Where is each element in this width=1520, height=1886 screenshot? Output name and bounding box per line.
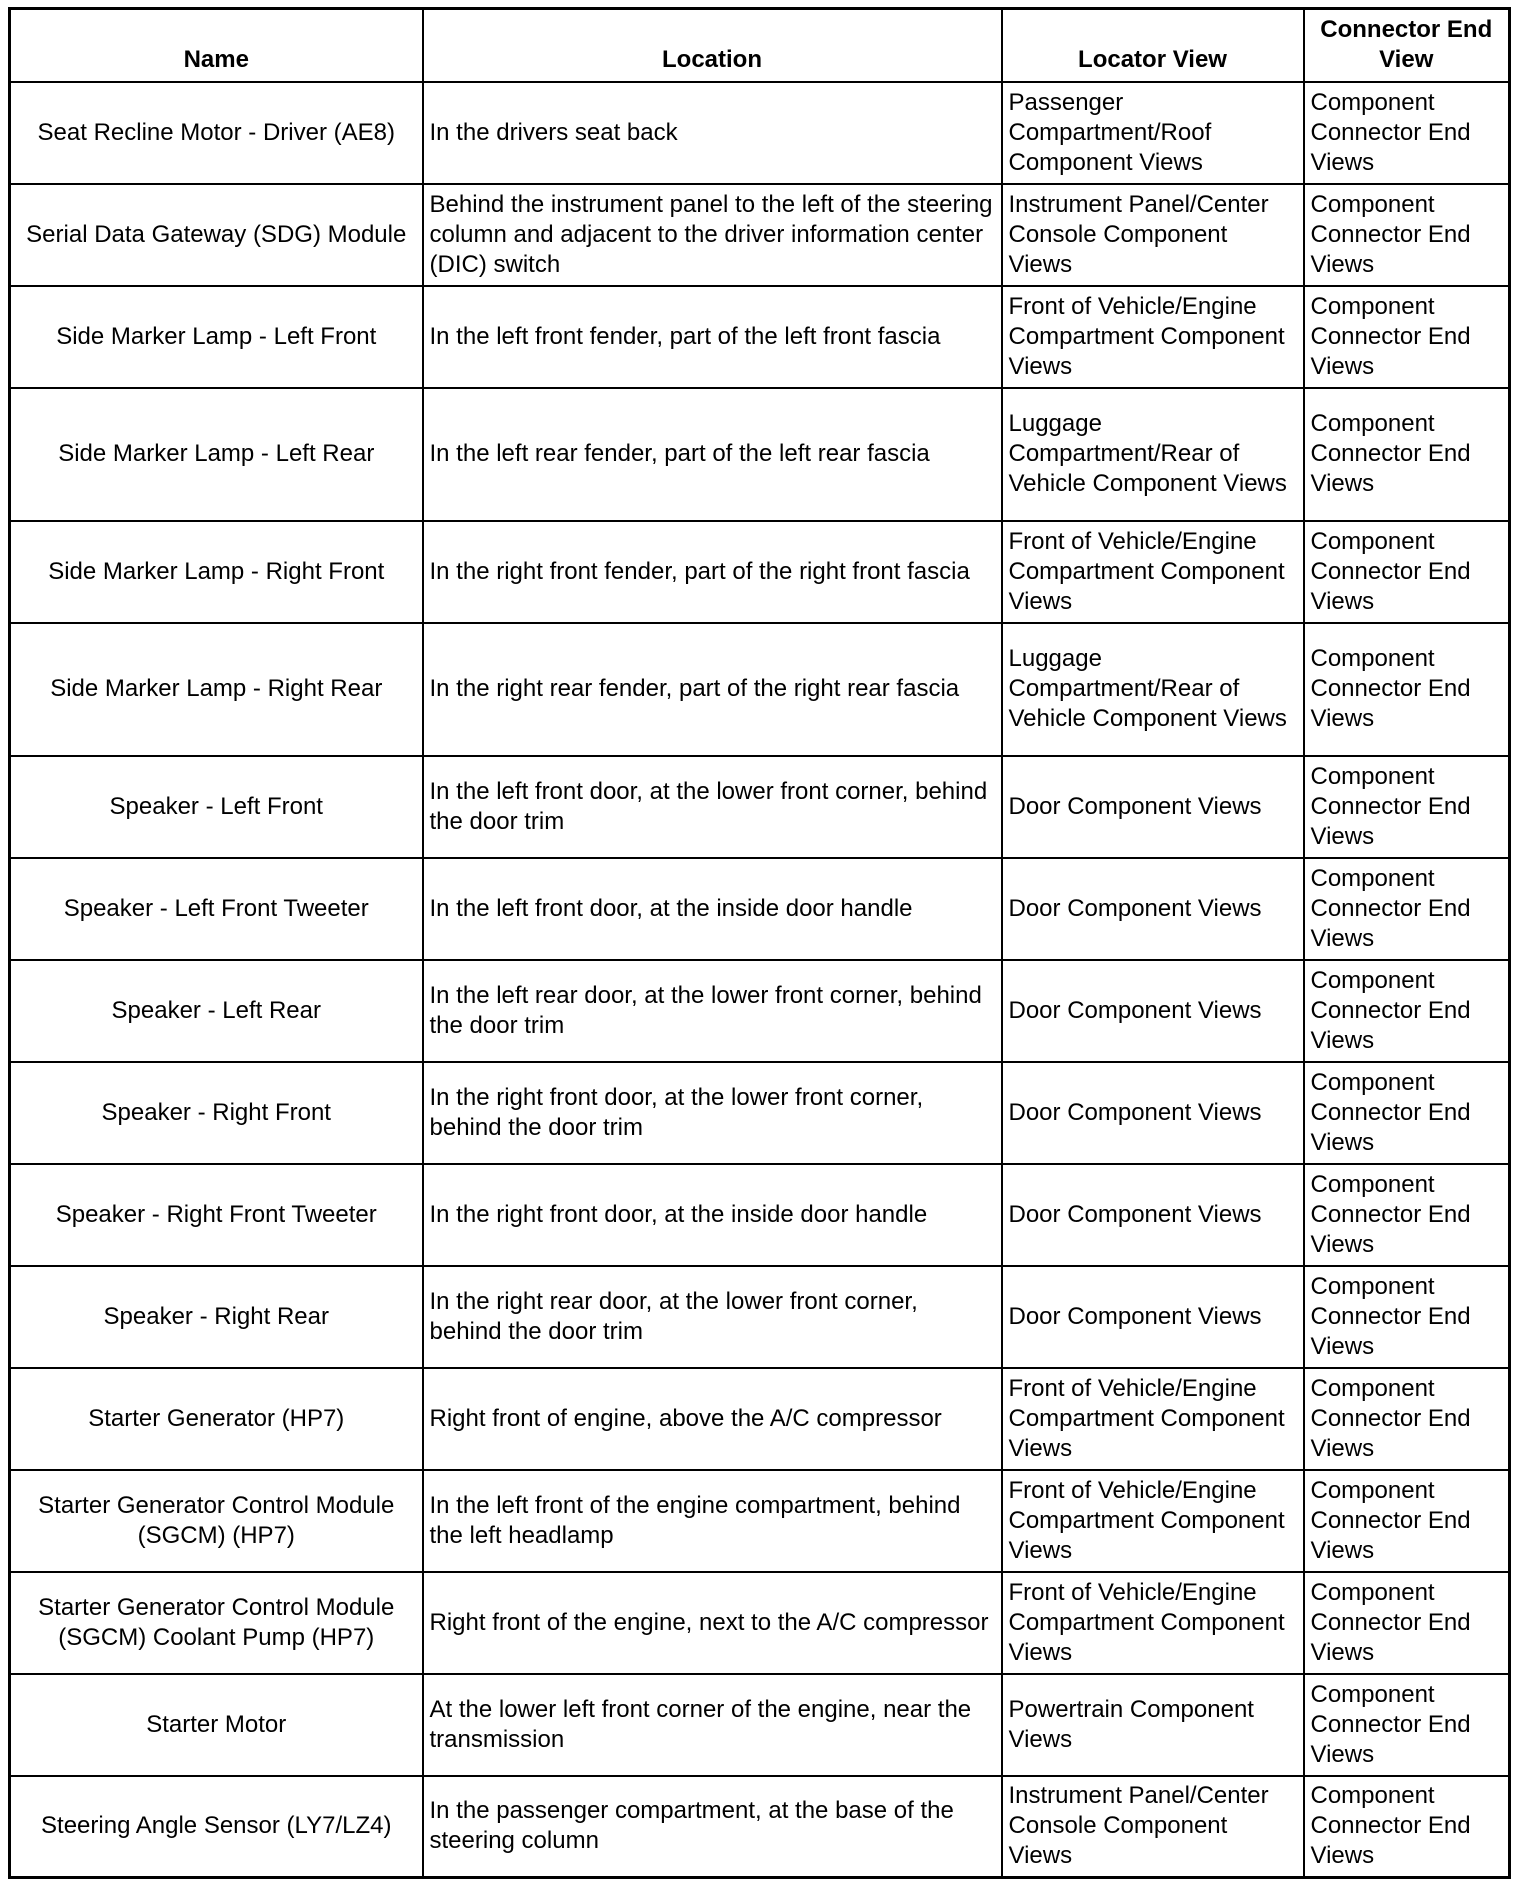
cell-name: Speaker - Right Rear [10, 1266, 423, 1368]
cell-locator-view: Door Component Views [1002, 960, 1304, 1062]
cell-locator-view: Door Component Views [1002, 1164, 1304, 1266]
cell-name: Side Marker Lamp - Right Front [10, 521, 423, 623]
cell-name: Speaker - Right Front Tweeter [10, 1164, 423, 1266]
cell-location: In the left front door, at the inside door handle [423, 858, 1002, 960]
cell-name: Side Marker Lamp - Left Front [10, 286, 423, 388]
cell-connector-end-view: Component Connector End Views [1304, 388, 1510, 521]
cell-location: In the left rear fender, part of the left rear fascia [423, 388, 1002, 521]
table-row [10, 521, 1510, 623]
cell-location: In the left front of the engine compartment, behind the left headlamp [423, 1470, 1002, 1572]
header-location: Location [423, 9, 1002, 82]
table-row [10, 1674, 1510, 1776]
cell-locator-view: Luggage Compartment/Rear of Vehicle Component Views [1002, 388, 1304, 521]
cell-connector-end-view: Component Connector End Views [1304, 1776, 1510, 1878]
cell-locator-view: Instrument Panel/Center Console Component Views [1002, 184, 1304, 286]
cell-location: In the left rear door, at the lower front corner, behind the door trim [423, 960, 1002, 1062]
table-row [10, 286, 1510, 388]
cell-location: Behind the instrument panel to the left of the steering column and adjacent to the driver information center (DIC) switch [423, 184, 1002, 286]
cell-connector-end-view: Component Connector End Views [1304, 858, 1510, 960]
table-row [10, 1470, 1510, 1572]
table-row [10, 1572, 1510, 1674]
cell-name: Speaker - Left Front [10, 756, 423, 858]
cell-location: In the passenger compartment, at the base of the steering column [423, 1776, 1002, 1878]
cell-locator-view: Door Component Views [1002, 858, 1304, 960]
cell-location: Right front of the engine, next to the A/C compressor [423, 1572, 1002, 1674]
cell-name: Side Marker Lamp - Left Rear [10, 388, 423, 521]
table-row [10, 1164, 1510, 1266]
cell-name: Speaker - Left Rear [10, 960, 423, 1062]
table-row [10, 1266, 1510, 1368]
cell-connector-end-view: Component Connector End Views [1304, 756, 1510, 858]
cell-connector-end-view: Component Connector End Views [1304, 1266, 1510, 1368]
cell-locator-view: Instrument Panel/Center Console Component Views [1002, 1776, 1304, 1878]
table-row [10, 1368, 1510, 1470]
cell-connector-end-view: Component Connector End Views [1304, 960, 1510, 1062]
cell-locator-view: Front of Vehicle/Engine Compartment Component Views [1002, 521, 1304, 623]
cell-location: In the right front door, at the lower front corner, behind the door trim [423, 1062, 1002, 1164]
component-locator-table [8, 7, 1511, 1879]
table-row [10, 623, 1510, 756]
cell-connector-end-view: Component Connector End Views [1304, 1164, 1510, 1266]
cell-location: In the right rear fender, part of the right rear fascia [423, 623, 1002, 756]
cell-name: Starter Motor [10, 1674, 423, 1776]
cell-locator-view: Door Component Views [1002, 1062, 1304, 1164]
cell-name: Serial Data Gateway (SDG) Module [10, 184, 423, 286]
cell-locator-view: Powertrain Component Views [1002, 1674, 1304, 1776]
table-row [10, 1776, 1510, 1878]
cell-location: In the left front door, at the lower front corner, behind the door trim [423, 756, 1002, 858]
cell-location: In the right front door, at the inside door handle [423, 1164, 1002, 1266]
cell-name: Seat Recline Motor - Driver (AE8) [10, 82, 423, 184]
cell-location: At the lower left front corner of the engine, near the transmission [423, 1674, 1002, 1776]
cell-name: Speaker - Right Front [10, 1062, 423, 1164]
table-row [10, 388, 1510, 521]
cell-connector-end-view: Component Connector End Views [1304, 1572, 1510, 1674]
cell-locator-view: Passenger Compartment/Roof Component Views [1002, 82, 1304, 184]
cell-name: Starter Generator Control Module (SGCM) Coolant Pump (HP7) [10, 1572, 423, 1674]
table-row [10, 756, 1510, 858]
header-connector-end-view: Connector End View [1304, 9, 1510, 82]
cell-location: In the right rear door, at the lower front corner, behind the door trim [423, 1266, 1002, 1368]
cell-location: Right front of engine, above the A/C compressor [423, 1368, 1002, 1470]
header-row [10, 9, 1510, 82]
cell-name: Starter Generator Control Module (SGCM) (HP7) [10, 1470, 423, 1572]
cell-location: In the right front fender, part of the right front fascia [423, 521, 1002, 623]
cell-locator-view: Front of Vehicle/Engine Compartment Component Views [1002, 1470, 1304, 1572]
table-row [10, 184, 1510, 286]
cell-locator-view: Front of Vehicle/Engine Compartment Component Views [1002, 1572, 1304, 1674]
cell-name: Speaker - Left Front Tweeter [10, 858, 423, 960]
header-locator-view: Locator View [1002, 9, 1304, 82]
cell-connector-end-view: Component Connector End Views [1304, 82, 1510, 184]
cell-connector-end-view: Component Connector End Views [1304, 1368, 1510, 1470]
cell-locator-view: Luggage Compartment/Rear of Vehicle Component Views [1002, 623, 1304, 756]
table-row [10, 960, 1510, 1062]
cell-name: Steering Angle Sensor (LY7/LZ4) [10, 1776, 423, 1878]
cell-connector-end-view: Component Connector End Views [1304, 1062, 1510, 1164]
table-row [10, 1062, 1510, 1164]
cell-locator-view: Door Component Views [1002, 756, 1304, 858]
cell-location: In the left front fender, part of the left front fascia [423, 286, 1002, 388]
cell-connector-end-view: Component Connector End Views [1304, 623, 1510, 756]
cell-location: In the drivers seat back [423, 82, 1002, 184]
cell-connector-end-view: Component Connector End Views [1304, 184, 1510, 286]
header-name: Name [10, 9, 423, 82]
cell-name: Starter Generator (HP7) [10, 1368, 423, 1470]
cell-locator-view: Door Component Views [1002, 1266, 1304, 1368]
cell-name: Side Marker Lamp - Right Rear [10, 623, 423, 756]
table-row [10, 858, 1510, 960]
cell-connector-end-view: Component Connector End Views [1304, 286, 1510, 388]
cell-locator-view: Front of Vehicle/Engine Compartment Component Views [1002, 1368, 1304, 1470]
table-row [10, 82, 1510, 184]
cell-locator-view: Front of Vehicle/Engine Compartment Component Views [1002, 286, 1304, 388]
cell-connector-end-view: Component Connector End Views [1304, 1674, 1510, 1776]
cell-connector-end-view: Component Connector End Views [1304, 1470, 1510, 1572]
cell-connector-end-view: Component Connector End Views [1304, 521, 1510, 623]
